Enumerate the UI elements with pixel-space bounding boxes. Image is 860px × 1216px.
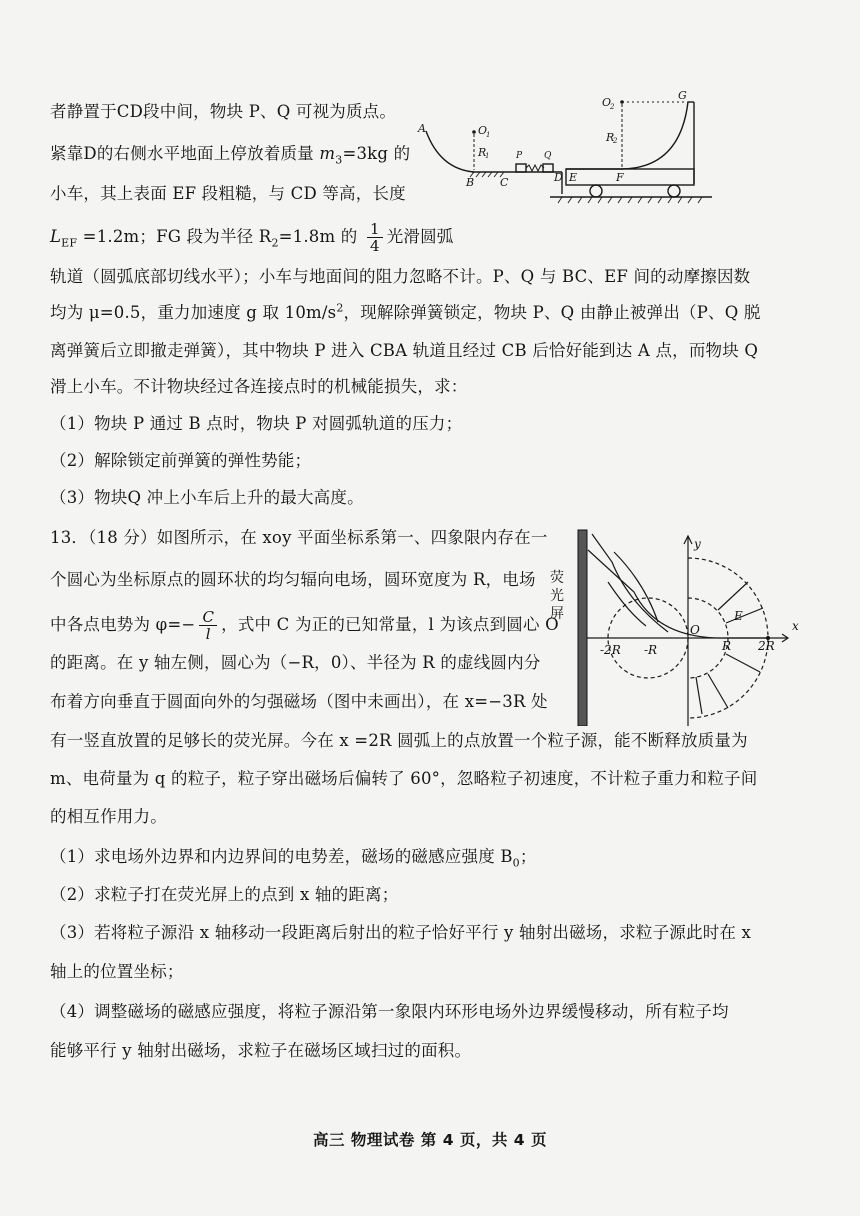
- text: （3）物块Q 冲上小车后上升的最大高度。: [50, 488, 364, 507]
- fraction-quarter: $\frac{1}{4}$: [367, 221, 383, 254]
- text-line: [50, 101, 396, 123]
- screen-char: 屏: [550, 606, 564, 622]
- var-L: L: [50, 227, 62, 246]
- text: （4）调整磁场的磁感应强度，将粒子源沿第一象限内环形电场外边界缓慢移动，所有粒子均: [50, 1002, 729, 1021]
- spring: [526, 165, 544, 171]
- screen-char: 光: [550, 588, 564, 604]
- text: m、电荷量为 q 的粒子，粒子穿出磁场后偏转了 60°，忽略粒子初速度，不计粒子重力和粒子间: [50, 769, 758, 788]
- text: 轴上的位置坐标；: [50, 962, 184, 981]
- label-O: O: [690, 623, 700, 637]
- subquestion-1: [50, 846, 537, 868]
- text: ，式中 C 为正的已知常量，l 为该点到圆心 O: [221, 615, 559, 634]
- subscript: 0: [512, 856, 520, 870]
- text-line: [50, 302, 761, 324]
- arc-FG: [622, 102, 688, 169]
- question-2: [50, 450, 311, 472]
- subscript: 3: [335, 153, 343, 167]
- label-Q: Q: [544, 151, 552, 161]
- trajectory: [588, 550, 768, 638]
- subscript: 1: [485, 152, 490, 160]
- text: 的距离。在 y 轴左侧，圆心为（−R，0）、半径为 R 的虚线圆内分: [50, 653, 541, 672]
- subquestion-4: [50, 1001, 729, 1023]
- text: 紧靠D的右侧水平地面上停放着质量: [50, 144, 314, 163]
- label-B: B: [466, 176, 475, 189]
- label-P: P: [516, 151, 523, 161]
- label-E: E: [734, 609, 743, 623]
- wheel: [590, 185, 602, 197]
- text-line: [50, 221, 454, 254]
- text: 中各点电势为 φ=−: [50, 615, 196, 634]
- problem-13-line: [50, 527, 548, 549]
- text: ；: [519, 847, 537, 866]
- text: 的相互作用力。: [50, 807, 167, 826]
- subquestion-2: [50, 884, 398, 906]
- subscript: 2: [613, 137, 618, 145]
- problem-13-line: [50, 569, 536, 591]
- problem-13-line: [50, 768, 757, 790]
- label-A: A: [418, 122, 426, 135]
- label-O1: O: [478, 124, 488, 137]
- label-C: C: [500, 176, 509, 189]
- subscript: 2: [610, 103, 615, 111]
- label-G: G: [678, 89, 687, 102]
- var-m3: m: [319, 144, 336, 163]
- text: =1.8m 的: [278, 227, 358, 246]
- text: （1）物块 P 通过 B 点时，物块 P 对圆弧轨道的压力；: [50, 414, 463, 433]
- text: 滑上小车。不计物块经过各连接点时的机械能损失，求：: [50, 377, 468, 396]
- text: ，现解除弹簧锁定，物块 P、Q 由静止被弹出（P、Q 脱: [343, 303, 761, 322]
- track-cart-figure: [412, 86, 712, 211]
- text: （3）若将粒子源沿 x 轴移动一段距离后射出的粒子恰好平行 y 轴射出磁场，求粒子源此时在 x: [50, 923, 752, 942]
- text: 小车，其上表面 EF 段粗糙，与 CD 等高，长度: [50, 184, 406, 203]
- text: 轨道（圆弧底部切线水平）；小车与地面间的阻力忽略不计。P、Q 与 BC、EF 间的动摩擦因数: [50, 267, 751, 286]
- text: 光滑圆弧: [386, 227, 454, 246]
- wheel: [668, 185, 680, 197]
- problem-13-line: [50, 652, 541, 674]
- subscript: 2: [271, 236, 279, 250]
- text-line: [50, 266, 750, 288]
- label-F: F: [616, 171, 624, 184]
- text: =3kg 的: [342, 144, 411, 163]
- problem-13-line: [50, 609, 559, 642]
- fraction-C-over-l: $\frac{C}{l}$: [199, 609, 217, 642]
- text: 均为 μ=0.5，重力加速度 g 取 10m/s: [50, 303, 337, 322]
- problem-13-line: [50, 730, 748, 752]
- label-neg-2R: -2R: [600, 643, 621, 657]
- label-y: y: [694, 537, 701, 551]
- label-R: R: [722, 639, 732, 653]
- cart-body: [566, 169, 694, 185]
- field-arrow: [726, 608, 763, 623]
- text-line: [50, 340, 758, 362]
- text: 离弹簧后立即撤走弹簧），其中物块 P 进入 CBA 轨道且经过 CB 后恰好能到达 A 点，而物块 Q: [50, 341, 759, 360]
- text: 布着方向垂直于圆面向外的匀强磁场（图中未画出），在 x=−3R 处: [50, 692, 548, 711]
- text: =1.2m；FG 段为半径 R: [77, 227, 272, 246]
- label-x: x: [792, 619, 799, 633]
- page-footer: 高三 物理试卷 第 4 页，共 4 页: [313, 1131, 547, 1149]
- subscript: 1: [486, 131, 491, 139]
- text-line: [50, 183, 406, 205]
- label-neg-R: -R: [644, 643, 658, 657]
- text: 者静置于CD段中间，物块 P、Q 可视为质点。: [50, 102, 397, 121]
- field-figure: [548, 522, 800, 726]
- label-R1: R: [478, 146, 487, 159]
- text: （2）求粒子打在荧光屏上的点到 x 轴的距离；: [50, 885, 399, 904]
- subquestion-3: [50, 922, 751, 944]
- arc-CBA: [426, 131, 474, 172]
- question-1: [50, 413, 462, 435]
- text: （2）解除锁定前弹簧的弹性势能；: [50, 451, 312, 470]
- label-D: D: [554, 171, 563, 184]
- fluorescent-screen: [578, 530, 587, 726]
- label-O2: O: [602, 96, 612, 109]
- subquestion-4-cont: [50, 1040, 471, 1062]
- question-3: [50, 487, 364, 509]
- problem-13-line: [50, 806, 167, 828]
- screen-char: 荧: [550, 570, 564, 586]
- problem-13-line: [50, 691, 548, 713]
- superscript: 2: [336, 301, 344, 315]
- text: 个圆心为坐标原点的圆环状的均匀辐向电场，圆环宽度为 R，电场: [50, 570, 536, 589]
- text: 能够平行 y 轴射出磁场，求粒子在磁场区域扫过的面积。: [50, 1041, 472, 1060]
- text: 13．（18 分）如图所示，在 xoy 平面坐标系第一、四象限内存在一: [50, 528, 548, 547]
- text: 有一竖直放置的足够长的荧光屏。今在 x =2R 圆弧上的点放置一个粒子源，能不断释放质量为: [50, 731, 748, 750]
- subscript: EF: [61, 236, 78, 250]
- text: （1）求电场外边界和内边界间的电势差，磁场的磁感应强度 B: [50, 847, 513, 866]
- label-2R: 2R: [758, 639, 775, 653]
- label-E: E: [569, 171, 578, 184]
- text-line: [50, 143, 410, 165]
- subquestion-3-cont: [50, 961, 184, 983]
- text-line: [50, 376, 468, 398]
- label-R2: R: [606, 131, 615, 144]
- block-Q: [543, 164, 553, 172]
- block-P: [516, 164, 526, 172]
